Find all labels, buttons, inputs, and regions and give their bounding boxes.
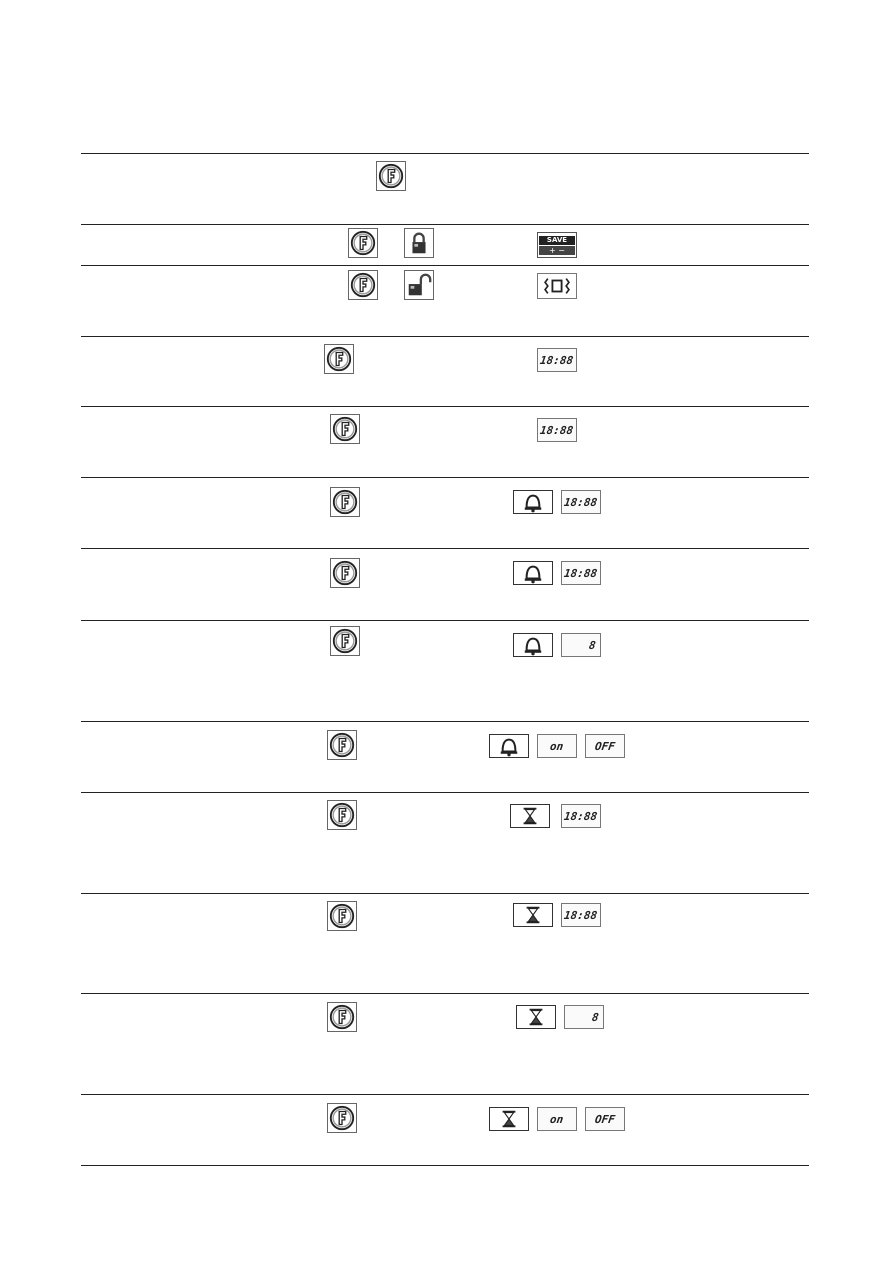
time-display: 18:88 bbox=[537, 418, 577, 442]
on-display: on bbox=[537, 1107, 577, 1131]
table-rule bbox=[81, 477, 809, 478]
function-f-icon bbox=[327, 901, 357, 931]
time-display: 18:88 bbox=[561, 804, 601, 828]
table-rule bbox=[81, 336, 809, 337]
table-rule bbox=[81, 721, 809, 722]
table-rule bbox=[81, 153, 809, 154]
time-display: 18:88 bbox=[561, 561, 601, 585]
function-f-icon bbox=[327, 730, 357, 760]
table-rule bbox=[81, 792, 809, 793]
function-f-icon bbox=[330, 626, 360, 656]
time-display: 18:88 bbox=[561, 490, 601, 514]
bell-icon bbox=[513, 633, 553, 657]
digit-display: 8 bbox=[561, 633, 601, 657]
table-rule bbox=[81, 406, 809, 407]
function-f-icon bbox=[327, 1103, 357, 1133]
hourglass-icon bbox=[513, 903, 553, 927]
table-rule bbox=[81, 1165, 809, 1166]
table-rule bbox=[81, 893, 809, 894]
padlock-closed-icon bbox=[404, 228, 434, 258]
digit-display: 8 bbox=[564, 1005, 604, 1029]
hourglass-icon bbox=[489, 1107, 529, 1131]
save-keys: + − bbox=[539, 246, 575, 255]
function-f-icon bbox=[327, 800, 357, 830]
function-f-icon bbox=[330, 414, 360, 444]
time-display: 18:88 bbox=[561, 903, 601, 927]
bell-icon bbox=[513, 561, 553, 585]
table-rule bbox=[81, 1094, 809, 1095]
table-rule bbox=[81, 620, 809, 621]
bell-icon bbox=[489, 734, 529, 758]
padlock-open-icon bbox=[404, 270, 434, 300]
off-display: OFF bbox=[585, 734, 625, 758]
on-display: on bbox=[537, 734, 577, 758]
save-label: SAVE bbox=[539, 236, 575, 245]
function-f-icon bbox=[324, 344, 354, 374]
table-rule bbox=[81, 224, 809, 225]
function-f-icon bbox=[330, 487, 360, 517]
bell-icon bbox=[513, 490, 553, 514]
function-f-icon bbox=[348, 228, 378, 258]
function-f-icon bbox=[376, 161, 406, 191]
function-f-icon bbox=[348, 270, 378, 300]
vibrate-icon bbox=[537, 273, 577, 299]
hourglass-icon bbox=[510, 804, 550, 828]
hourglass-icon bbox=[516, 1005, 556, 1029]
table-rule bbox=[81, 548, 809, 549]
function-f-icon bbox=[327, 1002, 357, 1032]
table-rule bbox=[81, 993, 809, 994]
table-rule bbox=[81, 265, 809, 266]
save-icon bbox=[537, 232, 577, 258]
time-display: 18:88 bbox=[537, 348, 577, 372]
function-f-icon bbox=[330, 558, 360, 588]
off-display: OFF bbox=[585, 1107, 625, 1131]
